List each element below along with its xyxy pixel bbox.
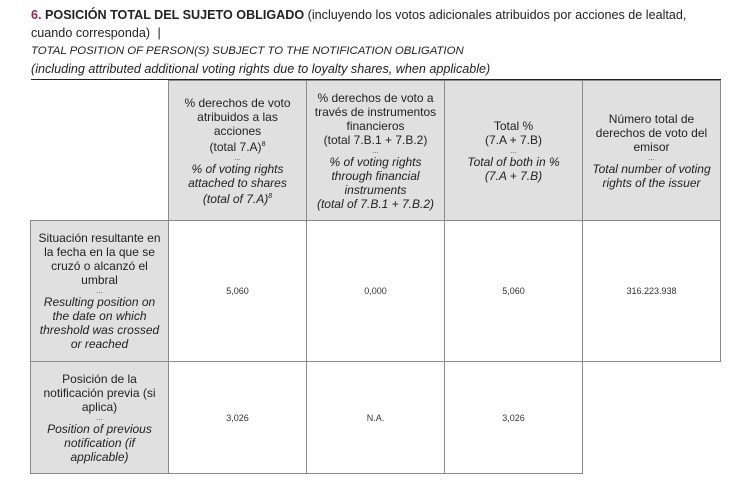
row-header-previous-position: Posición de la notificación previa (si aplica) ... Position of previous notification (if applicable) — [31, 362, 169, 474]
section-title-en: TOTAL POSITION OF PERSON(S) SUBJECT TO THE NOTIFICATION OBLIGATION — [31, 45, 464, 57]
value-cell: 3,026 — [445, 362, 583, 474]
title-separator: | — [157, 26, 161, 40]
value-cell: N.A. — [307, 362, 445, 474]
total-position-table — [30, 80, 721, 474]
section-title-es-rest: (incluyendo los votos adicionales atribuidos por acciones de lealtad, cuando corresponda) — [31, 8, 687, 40]
header-total-voting-rights: Número total de derechos de voto del emisor ... Total number of voting rights of the issuer — [583, 81, 721, 221]
value-cell: 0,000 — [307, 221, 445, 362]
header-total-percent: Total % (7.A + 7.B) ... Total of both in % (7.A + 7.B) — [445, 81, 583, 221]
header-financial-instruments: % derechos de voto a través de instrumentos financieros (total 7.B.1 + 7.B.2) ... % of voting rights through financial instruments (total of 7.B.1 + 7.B.2) — [307, 81, 445, 221]
row-header-resulting-position: Situación resultante en la fecha en la que se cruzó o alcanzó el umbral ... Resulting position on the date on which threshold was crossed or reached — [31, 221, 169, 362]
value-cell: 5,060 — [445, 221, 583, 362]
empty-cell — [583, 362, 721, 474]
section-title: POSICIÓN TOTAL DEL SUJETO OBLIGADO — [45, 8, 305, 22]
section-heading — [31, 6, 721, 80]
header-row — [31, 81, 721, 221]
header-voting-rights-shares: % derechos de voto atribuidos a las acciones (total 7.A)$^8$ ... % of voting rights attached to shares (total of 7.A)$^8$ — [169, 81, 307, 221]
value-cell: 5,060 — [169, 221, 307, 362]
value-cell: 3,026 — [169, 362, 307, 474]
section-title-en-rest: (including attributed additional voting rights due to loyalty shares, when applicable) — [31, 62, 491, 76]
corner-cell — [31, 81, 169, 221]
table-row — [31, 362, 721, 474]
table-row — [31, 221, 721, 362]
value-cell: 316.223.938 — [583, 221, 721, 362]
section-number: 6. — [31, 8, 42, 22]
